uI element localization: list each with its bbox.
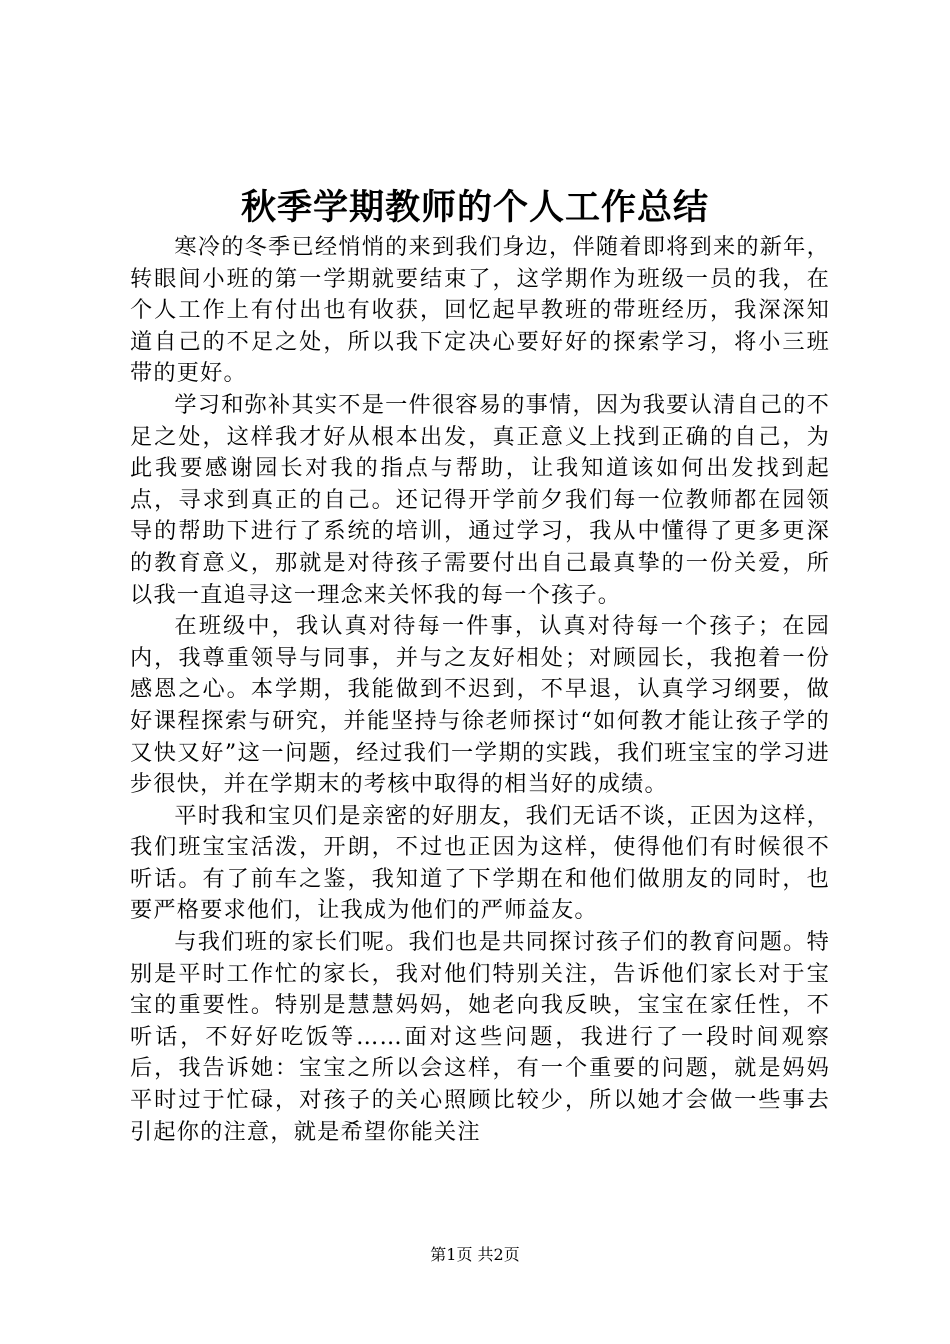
paragraph: 寒冷的冬季已经悄悄的来到我们身边，伴随着即将到来的新年，转眼间小班的第一学期就要结束了，这学期作为班级一员的我，在个人工作上有付出也有收获，回忆起早教班的带班经历，我深深知道自己的不足之处，所以我下定决心要好好的探索学习，将小三班带的更好。 bbox=[130, 234, 830, 387]
document-title: 秋季学期教师的个人工作总结 bbox=[240, 187, 709, 228]
paragraph: 学习和弥补其实不是一件很容易的事情，因为我要认清自己的不足之处，这样我才好从根本出发，真正意义上找到正确的自己，为此我要感谢园长对我的指点与帮助，让我知道该如何出发找到起点，寻求到真正的自己。还记得开学前夕我们每一位教师都在园领导的帮助下进行了系统的培训，通过学习，我从中懂得了更多更深的教育意义，那就是对待孩子需要付出自己最真挚的一份关爱，所以我一直追寻这一理念来关怀我的每一个孩子。 bbox=[130, 391, 830, 608]
paragraph: 与我们班的家长们呢。我们也是共同探讨孩子们的教育问题。特别是平时工作忙的家长，我对他们特别关注，告诉他们家长对于宝宝的重要性。特别是慧慧妈妈，她老向我反映，宝宝在家任性，不听话，不好好吃饭等……面对这些问题，我进行了一段时间观察后，我告诉她：宝宝之所以会这样，有一个重要的问题，就是妈妈平时过于忙碌，对孩子的关心照顾比较少，所以她才会做一些事去引起你的注意，就是希望你能关注 bbox=[130, 929, 830, 1145]
document-body bbox=[130, 232, 830, 1148]
page-number-footer: 第1页 共2页 bbox=[430, 1245, 520, 1264]
paragraph: 平时我和宝贝们是亲密的好朋友，我们无话不谈，正因为这样，我们班宝宝活泼，开朗，不过也正因为这样，使得他们有时候很不听话。有了前车之鉴，我知道了下学期在和他们做朋友的同时，也要严格要求他们，让我成为他们的严师益友。 bbox=[130, 802, 830, 924]
paragraph: 在班级中，我认真对待每一件事，认真对待每一个孩子；在园内，我尊重领导与同事，并与之友好相处；对顾园长，我抱着一份感恩之心。本学期，我能做到不迟到，不早退，认真学习纲要，做好课程探索与研究，并能坚持与徐老师探讨“如何教才能让孩子学的又快又好”这一问题，经过我们一学期的实践，我们班宝宝的学习进步很快，并在学期末的考核中取得的相当好的成绩。 bbox=[130, 613, 830, 798]
